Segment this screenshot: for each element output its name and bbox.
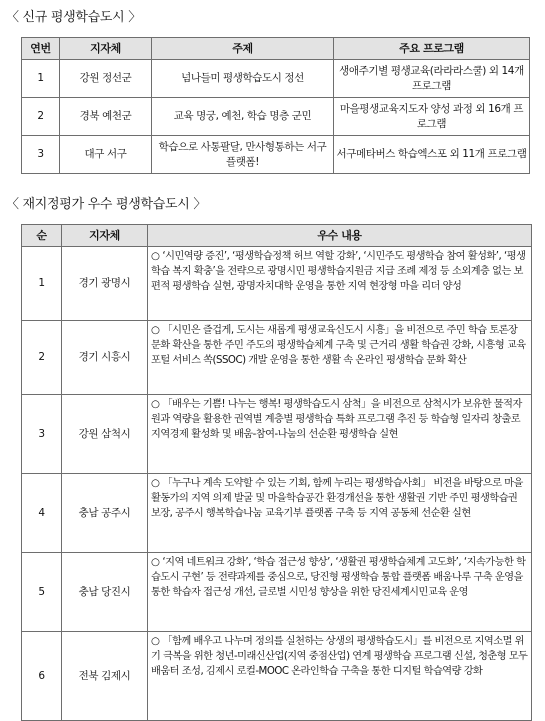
cell-program: 생애주기별 평생교육(라라라스쿨) 외 14개 프로그램 [334,60,530,98]
cell-content [148,474,532,553]
cell-no: 1 [22,60,60,98]
cell-program: 마을평생교육지도자 양성 과정 외 16개 프로그램 [334,98,530,136]
content-text: 「시민은 즐겁게, 도시는 새롭게 평생교육신도시 시흥」을 비전으로 주민 학습 토론장 문화 확산을 통한 주민 주도의 평생학습체계 구축 및 근거리 생활 학습권 강화, 시흥형 교육 포털 서비스 쏙(SSOC) 개발 운영을 통한 생활 속 온라인 평생학습 문화 확산 [151,325,526,366]
table-row [22,632,532,721]
cell-region: 경북 예천군 [60,98,152,136]
bullet-circle: ○ [151,251,160,262]
cell-region: 대구 서구 [60,136,152,174]
table-row [22,395,532,474]
cell-region: 경기 시흥시 [62,321,148,395]
cell-no: 6 [22,632,62,721]
cell-theme: 학습으로 사통팔달, 만사형통하는 서구 플랫폼! [152,136,334,174]
table-row [22,474,532,553]
cell-program: 서구메타버스 학습엑스포 외 11개 프로그램 [334,136,530,174]
cell-no: 3 [22,136,60,174]
new-learning-city-table [21,37,530,174]
cell-region: 충남 공주시 [62,474,148,553]
cell-no: 1 [22,247,62,321]
section2-title: 〈 재지정평가 우수 평생학습도시 〉 [6,197,207,212]
bullet-circle: ○ [151,399,160,410]
content-text: ‘시민역량 증진’, ‘평생학습정책 허브 역할 강화’, ‘시민주도 평생학습 참여 활성화’, ‘평생학습 복지 확충’을 전략으로 광명시민 평생학습지원금 지급 조례 제정 등 소외계층 없는 보편적 평생학습 실현, 광명자치대학 운영을 통한 지역 현장형 마을 리더 양성 [151,251,526,292]
cell-theme: 교육 명궁, 예천, 학습 명층 군민 [152,98,334,136]
content-text: 「배우는 기쁨! 나누는 행복! 평생학습도시 삼척」을 비전으로 삼척시가 보유한 물적자원과 역량을 활용한 권역별 계층별 평생학습 특화 프로그램 추진 등 학습형 일자리 창출로 지역경제 활성화 및 배움-참여-나눔의 선순환 평생학습 실현 [151,399,522,440]
table-header-row [22,38,530,60]
table-row [22,247,532,321]
cell-content [148,321,532,395]
bullet-circle: ○ [151,636,160,647]
cell-no: 4 [22,474,62,553]
header-region: 지자체 [62,225,148,247]
bullet-circle: ○ [151,325,160,336]
cell-no: 3 [22,395,62,474]
header-program: 주요 프로그램 [334,38,530,60]
cell-region: 경기 광명시 [62,247,148,321]
content-text: ‘지역 네트워크 강화’, ‘학습 접근성 향상’, ‘생활권 평생학습체계 고도화’, ‘지속가능한 학습도시 구현’ 등 전략과제를 중심으로, 당진형 평생학습 통합 플랫폼 배움나루 구축 운영을 통한 학습자 접근성 개선, 글로벌 시민성 향상을 위한 당진세계시민교육 운영 [151,557,526,598]
content-text: 「함께 배우고 나누며 정의를 실천하는 상생의 평생학습도시」를 비전으로 지역소멸 위기 극복을 위한 청년-미래신산업(지역 중점산업) 연계 평생학습 프로그램 신설, 청춘형 모두배움터 조성, 김제시 로컬-MOOC 온라인학습 구축을 통한 디지털 학습역량 강화 [151,636,528,677]
cell-region: 전북 김제시 [62,632,148,721]
cell-theme: 넘나들미 평생학습도시 정선 [152,60,334,98]
section1-title: 〈 신규 평생학습도시 〉 [6,10,141,25]
header-theme: 주제 [152,38,334,60]
cell-region: 충남 당진시 [62,553,148,632]
cell-region: 강원 삼척시 [62,395,148,474]
cell-content [148,247,532,321]
cell-content [148,395,532,474]
table-row [22,98,530,136]
bullet-circle: ○ [151,557,160,568]
header-region: 지자체 [60,38,152,60]
excellent-learning-city-table [21,224,532,721]
table-header-row [22,225,532,247]
header-no: 연번 [22,38,60,60]
table-row [22,553,532,632]
content-text: 「누구나 계속 도약할 수 있는 기회, 함께 누리는 평생학습사회」 비전을 바탕으로 마을 활동가의 지역 의제 발굴 및 마을학습공간 환경개선을 통한 생활권 기반 주민 평생학습권 보장, 공주시 행복학습나눔 교육기부 플랫폼 구축 등 지역 공동체 선순환 실현 [151,478,523,519]
header-no: 순 [22,225,62,247]
header-content: 우수 내용 [148,225,532,247]
cell-region: 강원 정선군 [60,60,152,98]
cell-no: 2 [22,321,62,395]
cell-content [148,632,532,721]
bullet-circle: ○ [151,478,160,489]
cell-no: 2 [22,98,60,136]
table-row [22,60,530,98]
table-row [22,321,532,395]
table-row [22,136,530,174]
cell-no: 5 [22,553,62,632]
cell-content [148,553,532,632]
